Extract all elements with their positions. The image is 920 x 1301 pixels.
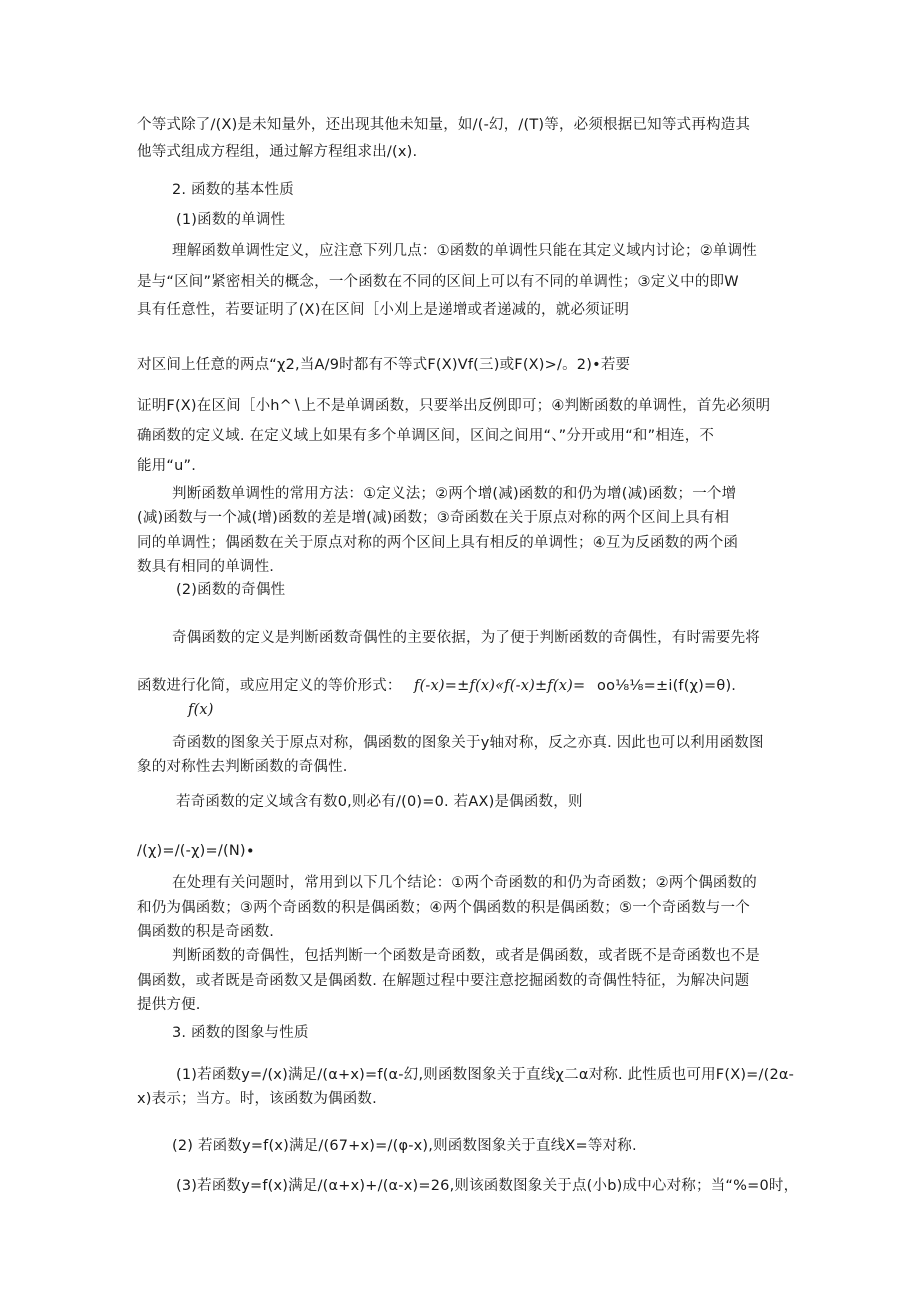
text-line: 个等式除了/(X)是未知量外，还出现其他未知量，如/(-幻，/(T)等，必须根据已知等式再构造其 bbox=[137, 117, 751, 133]
text-line: 和仍为偶函数；③两个奇函数的积是偶函数；④两个偶函数的积是偶函数；⑤一个奇函数与一个 bbox=[137, 900, 750, 916]
text-line: 奇函数的图象关于原点对称，偶函数的图象关于y轴对称，反之亦真. 因此也可以利用函数图 bbox=[172, 735, 764, 751]
formula-text: /(χ)=∕(-χ)=∕(N)∙ bbox=[137, 843, 256, 859]
formula-text: oo⅛⅛=±i(f(χ)=θ). bbox=[597, 678, 737, 694]
text-line: 判断函数的奇偶性，包括判断一个函数是奇函数，或者是偶函数，或者既不是奇函数也不是 bbox=[172, 948, 760, 964]
text-line: 对区间上任意的两点“χ2,当A/9时都有不等式F(X)Vf(三)或F(X)>/。2)•若要 bbox=[137, 357, 631, 373]
subsection-heading: (1)函数的单调性 bbox=[176, 212, 286, 228]
text-line: 函数进行化简，或应用定义的等价形式： bbox=[137, 678, 402, 694]
text-line: (减)函数与一个减(增)函数的差是增(减)函数；③奇函数在关于原点对称的两个区间上具有相 bbox=[137, 510, 730, 526]
subsection-heading: (2)函数的奇偶性 bbox=[176, 582, 286, 598]
text-line: (1)若函数y=∕(x)满足/(α+x)=f(α-幻,则函数图象关于直线χ二α对称. 此性质也可用F(X)=/(2α- bbox=[176, 1067, 795, 1083]
text-line: 是与“区间”紧密相关的概念，一个函数在不同的区间上可以有不同的单调性；③定义中的即W bbox=[137, 274, 739, 290]
text-line: 他等式组成方程组，通过解方程组求出/(x). bbox=[137, 144, 418, 160]
section-heading: 3. 函数的图象与性质 bbox=[172, 1025, 309, 1041]
text-line: 能用“u”. bbox=[137, 458, 197, 474]
text-line: 偶函数，或者既是奇函数又是偶函数. 在解题过程中要注意挖掘函数的奇偶性特征，为解决问题 bbox=[137, 973, 750, 989]
text-line: 若奇函数的定义域含有数0,则必有/(0)=0. 若AX)是偶函数，则 bbox=[176, 794, 583, 810]
text-line: 象的对称性去判断函数的奇偶性. bbox=[137, 759, 348, 775]
text-line: 偶函数的积是奇函数. bbox=[137, 924, 275, 940]
text-line: x)表示；当方。时，该函数为偶函数. bbox=[137, 1091, 377, 1107]
text-line: 同的单调性；偶函数在关于原点对称的两个区间上具有相反的单调性；④互为反函数的两个函 bbox=[137, 535, 739, 551]
text-line: 确函数的定义域. 在定义域上如果有多个单调区间，区间之间用“、”分开或用“和”相连，不 bbox=[137, 428, 715, 444]
text-line: 判断函数单调性的常用方法：①定义法；②两个增(减)函数的和仍为增(减)函数；一个增 bbox=[172, 486, 737, 502]
text-line: 数具有相同的单调性. bbox=[137, 559, 275, 575]
text-line: 在处理有关问题时，常用到以下几个结论：①两个奇函数的和仍为奇函数；②两个偶函数的 bbox=[172, 875, 757, 891]
formula-text: f(-x)=±f(x)«f(-x)±f(x)= bbox=[414, 678, 586, 694]
text-line: (2) 若函数y=f(x)满足/(67+x)=∕(φ-x),则函数图象关于直线X=等对称. bbox=[172, 1138, 637, 1154]
text-line: 具有任意性，若要证明了(X)在区间［小刈上是递增或者递减的，就必须证明 bbox=[137, 302, 630, 318]
section-heading: 2. 函数的基本性质 bbox=[172, 182, 294, 198]
text-line: 提供方便. bbox=[137, 997, 201, 1013]
text-line: 证明F(X)在区间［小h^∖上不是单调函数，只要举出反例即可；④判断函数的单调性，首先必须明 bbox=[137, 398, 771, 414]
text-line: (3)若函数y=f(x)满足/(α+x)+∕(α-x)=26,则该函数图象关于点(小b)成中心对称；当“%=0时， bbox=[176, 1178, 799, 1194]
formula-denominator: f(x) bbox=[188, 702, 214, 718]
text-line: 理解函数单调性定义，应注意下列几点：①函数的单调性只能在其定义域内讨论；②单调性 bbox=[172, 243, 757, 259]
text-line: 奇偶函数的定义是判断函数奇偶性的主要依据，为了便于判断函数的奇偶性，有时需要先将 bbox=[172, 630, 760, 646]
